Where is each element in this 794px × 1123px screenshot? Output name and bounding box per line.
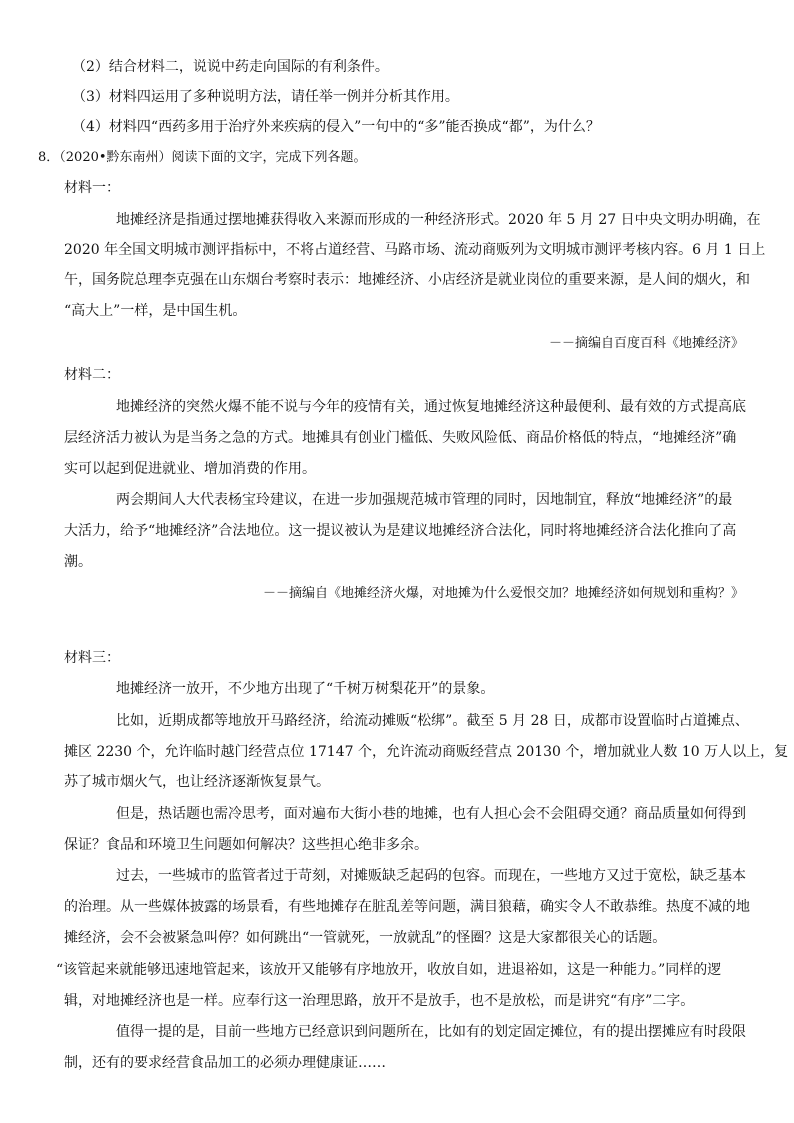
material-1-line: 地摊经济是指通过摆地摊获得收入来源而形成的一种经济形式。2020 年 5 月 27 日中央文明办明确，在 [116,212,761,228]
material-3-line: 的治理。从一些媒体披露的场景看，有些地摊存在脏乱差等问题，满目狼藉，确实令人不敢恭维。热度不减的地 [64,899,750,915]
material-2-line: 潮。 [64,554,92,570]
material-3-line: 辑，对地摊经济也是一样。应奉行这一治理思路，放开不是放手，也不是放松，而是讲究“有序”二字。 [64,993,695,1009]
material-1-line: “高大上”一样，是中国生机。 [64,303,247,319]
material-3-line: 苏了城市烟火气，也让经济逐渐恢复景气。 [64,774,330,790]
material-3-line: 地摊经济一放开，不少地方出现了“千树万树梨花开”的景象。 [116,681,495,697]
material-2-line: 实可以起到促进就业、增加消费的作用。 [64,461,316,477]
material-2-line: 层经济活力被认为是当务之急的方式。地摊具有创业门槛低、失败风险低、商品价格低的特点，“地摊经济”确 [64,430,737,446]
material-1-label: 材料一： [64,180,120,196]
material-2-line: 两会期间人大代表杨宝玲建议，在进一步加强规范城市管理的同时，因地制宜，释放“地摊经济”的最 [116,492,733,508]
material-3-line: “该管起来就能够迅速地管起来，该放开又能够有序地放开，收放自如，进退裕如，这是一种能力。”同样的逻 [56,962,722,978]
material-3-line: 但是，热话题也需冷思考，面对遍布大街小巷的地摊，也有人担心会不会阻碍交通？商品质量如何得到 [116,806,746,822]
material-3-label: 材料三： [64,650,120,666]
material-3-line: 比如，近期成都等地放开马路经济，给流动摊贩“松绑”。截至 5 月 28 日，成都市设置临时占道摊点、 [116,713,749,729]
material-1-line: 2020 年全国文明城市测评指标中，不将占道经营、马路市场、流动商贩列为文明城市测评考核内容。6 月 1 日上 [64,242,766,258]
material-1-source: －－摘编自百度百科《地摊经济》 [548,336,744,351]
material-2-line: 大活力，给予“地摊经济”合法地位。这一提议被认为是建议地摊经济合法化，同时将地摊经济合法化推向了高 [64,523,737,539]
question-4: （4）材料四“西药多用于治疗外来疾病的侵入”一句中的“多”能否换成“都”，为什么？ [72,119,600,135]
material-1-line: 午，国务院总理李克强在山东烟台考察时表示：地摊经济、小店经济是就业岗位的重要来源，是人间的烟火，和 [64,272,750,288]
problem-8-header: 8．（2020•黔东南州）阅读下面的文字，完成下列各题。 [38,150,367,165]
material-2-line: 地摊经济的突然火爆不能不说与今年的疫情有关，通过恢复地摊经济这种最便利、最有效的方式提高底 [116,399,746,415]
material-3-line: 摊经济，会不会被紧急叫停？如何跳出“一管就死，一放就乱”的怪圈？这是大家都很关心的话题。 [64,930,667,946]
material-3-line: 保证？食品和环境卫生问题如何解决？这些担心绝非多余。 [64,837,428,853]
question-3: （3）材料四运用了多种说明方法，请任举一例并分析其作用。 [72,89,459,105]
material-3-line: 制，还有的要求经营食品加工的必须办理健康证…… [64,1055,386,1071]
material-3-line: 值得一提的是，目前一些地方已经意识到问题所在，比如有的划定固定摊位，有的提出摆摊应有时段限 [116,1024,746,1040]
material-3-line: 摊区 2230 个，允许临时越门经营点位 17147 个，允许流动商贩经营点 20130 个，增加就业人数 10 万人以上，复 [64,744,789,760]
material-2-source: －－摘编自《地摊经济火爆，对地摊为什么爱恨交加？地摊经济如何规划和重构？》 [262,586,744,601]
material-3-line: 过去，一些城市的监管者过于苛刻，对摊贩缺乏起码的包容。而现在，一些地方又过于宽松，缺乏基本 [116,868,746,884]
question-2: （2）结合材料二，说说中药走向国际的有利条件。 [72,59,389,75]
material-2-label: 材料二： [64,367,120,383]
